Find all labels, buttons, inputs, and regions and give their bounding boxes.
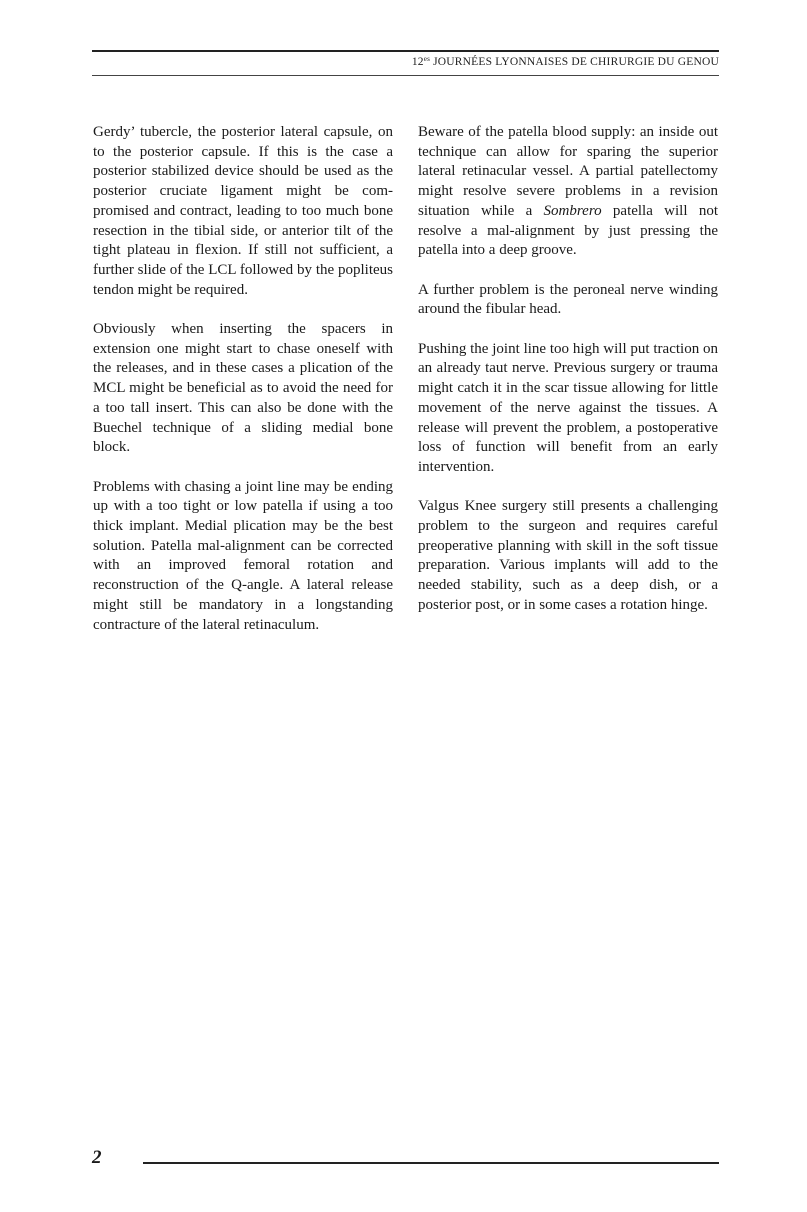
header-rule-top [92,50,719,52]
paragraph: A further problem is the peroneal nerve winding around the fibular head. [418,281,718,318]
paragraph [418,123,718,261]
footer-rule [143,1162,719,1164]
paragraph: Pushing the joint line too high will put traction on an already taut nerve. Previous surgery or trauma might catch it in the scar tissue allowing for little movement of the nerve against the tissues. A release will prevent the problem, a postoperative loss of function will benefit from an early intervention. [418,340,718,475]
paragraph: Gerdy’ tubercle, the posterior lateral capsule, on to the posterior capsule. If this is the case a posterior stabilized device should be used as the posterior cruciate ligament might be compromised and contract, leading to too much bone resection in the tibial side, or anterior tilt of the tight plateau in flexion. If still not sufficient, a further slide of the LCL followed by the popliteus tendon might be required. [93,124,393,298]
paragraph: Problems with chasing a joint line may be ending up with a too tight or low patella if using a too thick implant. Medial plication may be the best solution. Patella mal-alignment can be corrected with an improved femoral rotation and reconstruction of the Q-angle. A lateral release might still be mandatory in a longstanding contracture of the lateral retinaculum. [93,478,393,633]
running-head-number: 12 [411,56,424,68]
header-rule-bottom [92,75,719,76]
left-column [93,123,393,655]
paragraph-text: Beware of the patella blood supply: an inside out technique can allow for sparing the superior lateral retinacular vessel. A partial patellectomy might resolve severe problems in a revision situation while a [418,124,718,219]
running-head-superscript: es [423,55,430,63]
paragraph-text: patella will not resolve a mal-alignment by just pressing the patella into a deep groove. [418,202,718,259]
right-column [418,123,718,635]
paragraph: Valgus Knee surgery still presents a challenging problem to the surgeon and requires careful preoperative planning with skill in the soft tissue preparation. Various implants will add to the needed stability, such as a deep dish, or a posterior post, or in some cases a rotation hinge. [418,498,718,613]
italic-term: Sombrero [543,202,602,219]
page-number: 2 [92,1147,102,1168]
running-head [412,56,719,68]
running-head-title: JOURNÉES LYONNAISES DE CHIRURGIE DU GENOU [430,56,719,68]
paragraph: Obviously when inserting the spacers in extension one might start to chase oneself with the releases, and in these cases a plication of the MCL might be beneficial as to avoid the need for a too tall insert. This can also be done with the Buechel technique of a sliding medial bone block. [93,321,393,456]
